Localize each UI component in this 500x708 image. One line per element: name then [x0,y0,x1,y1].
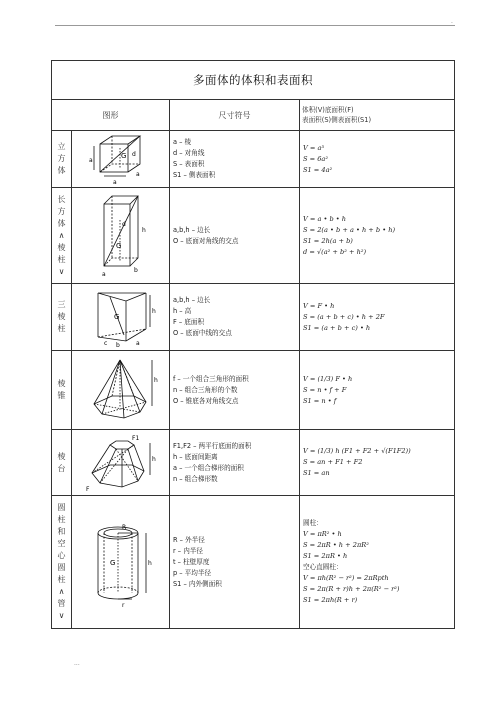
corner-mark-top: . [451,18,453,25]
page-top-rule [55,25,455,26]
symbols-cube: a – 棱 d – 对角线 S – 表面积 S1 – 侧表面积 [170,131,300,188]
svg-text:r: r [121,602,124,609]
svg-text:F: F [85,485,89,493]
svg-text:b: b [115,342,120,349]
svg-text:a: a [101,270,106,278]
cylinder-diagram [76,507,166,617]
figure-triangular-prism [72,284,170,351]
row-name-frustum: 棱 台 [52,430,72,496]
svg-text:G: G [115,241,121,250]
svg-text:b: b [133,266,138,274]
svg-text:a: a [112,179,117,186]
table-row [52,430,455,496]
symbols-frustum: F1,F2 – 两平行底面的面积 h – 底面间距离 a – 一个组合梯形的面积 n – 组合梯形数 [170,430,300,496]
formulas-cube: V = a³ S = 6a² S1 = 4a² [300,131,455,188]
table-row [52,496,455,629]
svg-text:a: a [135,340,140,347]
formulas-cylinder: 圆柱： V = πR² • h S = 2πR • h + 2πR² S1 = 2πR • h 空心直圆柱： V = πh(R² − r²) = 2πRpth S = 2π(R + r)h + 2π(R² − r²) S1 = 2πh(R + r) [300,496,455,629]
svg-text:h: h [141,226,146,234]
svg-text:h: h [153,377,158,384]
row-name-triangular-prism: 三 棱 柱 [52,284,72,351]
svg-text:G: G [120,152,126,160]
svg-text:c: c [103,340,107,347]
header-figure: 图形 [52,100,170,131]
row-name-pyramid: 棱 锥 [52,351,72,430]
pyramid-diagram [76,352,166,428]
symbols-pyramid: f – 一个组合三角形的面积 n – 组合三角形的个数 O – 锥底各对角线交点 [170,351,300,430]
cube-diagram [76,132,166,186]
figure-frustum [72,430,170,496]
header-formulas-line1: 体积(V)底面积(F) [302,106,354,114]
frustum-diagram [76,431,166,495]
row-name-cube: 立 方 体 [52,131,72,188]
svg-text:d: d [121,220,126,228]
header-formulas [300,100,455,131]
symbols-triangular-prism: a,b,h – 边长 h – 高 F – 底面积 O – 底面中线的交点 [170,284,300,351]
svg-text:h: h [147,560,152,567]
table-row [52,351,455,430]
formulas-triangular-prism: V = F • h S = (a + b + c) • h + 2F S1 = (a + b + c) • h [300,284,455,351]
svg-text:G: G [109,559,115,567]
svg-text:a: a [88,157,93,164]
polyhedra-formula-table [51,60,455,629]
formulas-frustum: V = (1/3) h (F1 + F2 + √(F1F2)) S = an + F1 + F2 S1 = an [300,430,455,496]
svg-text:h: h [151,308,156,315]
svg-text:G: G [113,313,119,321]
svg-text:a: a [135,171,140,178]
table-title: 多面体的体积和表面积 [52,61,455,100]
row-name-cuboid: 长 方 体 ∧ 棱 柱 ∨ [52,188,72,284]
formulas-pyramid: V = (1/3) F • h S = n • f + F S1 = n • f [300,351,455,430]
svg-text:d: d [131,151,136,158]
table-row [52,188,455,284]
symbols-cylinder: R – 外半径 r – 内半径 t – 柱壁厚度 p – 平均半径 S1 – 内外侧面积 [170,496,300,629]
svg-text:h: h [151,455,156,463]
triangular-prism-diagram [76,285,166,349]
table-row [52,131,455,188]
figure-cube [72,131,170,188]
corner-mark-bottom: ... [74,660,80,667]
svg-text:R: R [121,524,126,531]
symbols-cuboid: a,b,h – 边长 O – 底面对角线的交点 [170,188,300,284]
formulas-cuboid: V = a • b • h S = 2(a • b + a • h + b • h) S1 = 2h(a + b) d = √(a² + b² + h²) [300,188,455,284]
figure-cuboid [72,188,170,284]
figure-pyramid [72,351,170,430]
figure-cylinder [72,496,170,629]
header-symbols: 尺寸符号 [170,100,300,131]
row-name-cylinder: 圆 柱 和 空 心 圆 柱 ∧ 管 ∨ [52,496,72,629]
svg-text:F1: F1 [131,434,139,442]
cuboid-diagram [76,190,166,282]
header-formulas-line2: 表面积(S)侧表面积(S1) [302,116,372,124]
table-row [52,284,455,351]
